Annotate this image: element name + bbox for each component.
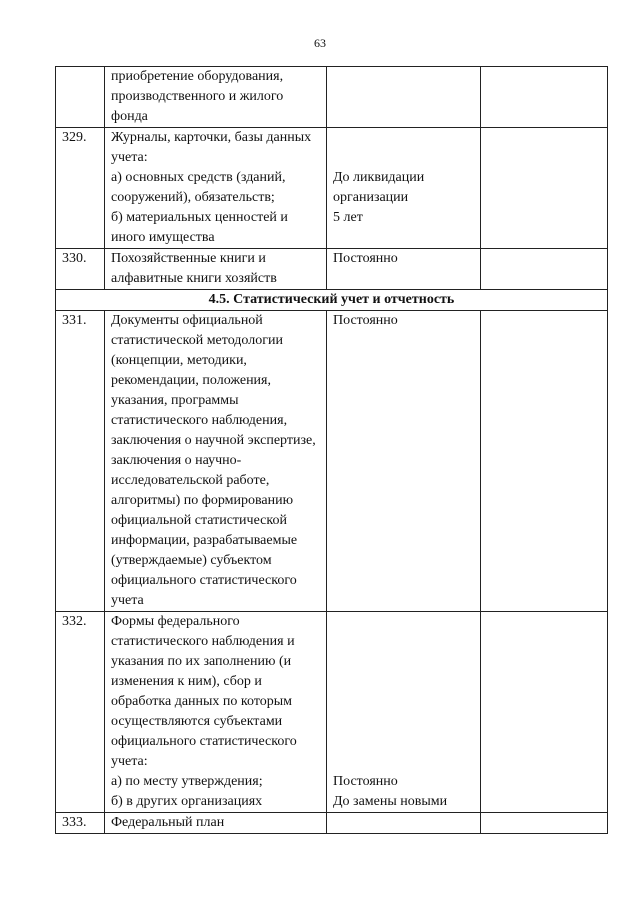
row-subtitle-a: а) основных средств (зданий, сооружений), обязательств; <box>111 170 286 205</box>
table-row <box>56 67 608 128</box>
row-term: Постоянно <box>327 311 481 612</box>
row-term-a: До ликвидации организации <box>333 170 425 205</box>
row-title: Похозяйственные книги и алфавитные книги хозяйств <box>105 249 327 290</box>
row-term-a: Постоянно <box>333 774 398 789</box>
row-number <box>56 67 105 128</box>
row-number: 333. <box>56 813 105 834</box>
section-title: 4.5. Статистический учет и отчетность <box>56 290 608 311</box>
table-row <box>56 813 608 834</box>
row-note <box>481 813 608 834</box>
table-row <box>56 128 608 249</box>
row-number: 331. <box>56 311 105 612</box>
row-subtitle-b: б) материальных ценностей и иного имущества <box>111 210 288 245</box>
retention-table <box>55 66 608 834</box>
section-row <box>56 290 608 311</box>
row-note <box>481 612 608 813</box>
row-note <box>481 249 608 290</box>
row-term-b: До замены новыми <box>333 794 448 809</box>
row-note <box>481 311 608 612</box>
row-term-b: 5 лет <box>333 210 363 225</box>
row-number: 332. <box>56 612 105 813</box>
row-note <box>481 67 608 128</box>
table-row <box>56 249 608 290</box>
row-title: приобретение оборудования, производственного и жилого фонда <box>105 67 327 128</box>
row-subtitle-a: а) по месту утверждения; <box>111 774 263 789</box>
row-term: Постоянно <box>327 249 481 290</box>
row-number: 330. <box>56 249 105 290</box>
row-term-cell <box>327 128 481 249</box>
table-row <box>56 311 608 612</box>
row-term <box>327 813 481 834</box>
row-term-main <box>333 128 474 168</box>
row-title-cell <box>105 128 327 249</box>
row-title: Документы официальной статистической методологии (концепции, методики, рекомендации, положения, указания, программы статистического наблюдения, заключения о научной экспертизе, заключения о научно-исследовательской работе, алгоритмы) по формированию официальной статистической информации, разрабатываемые (утверждаемые) субъектом официального статистического учета <box>105 311 327 612</box>
item-number: 329. <box>62 130 87 145</box>
row-term-cell <box>327 612 481 813</box>
row-title: Журналы, карточки, базы данных учета: <box>111 130 312 165</box>
row-title: Формы федерального статистического наблюдения и указания по их заполнению (и изменения к ним), сбор и обработка данных по которым осуществляются субъектами официального статистического учета: <box>111 614 297 769</box>
row-subtitle-b: б) в других организациях <box>111 794 263 809</box>
row-number <box>56 128 105 249</box>
row-title: Федеральный план <box>105 813 327 834</box>
page-number: 63 <box>314 36 326 50</box>
table-row <box>56 612 608 813</box>
row-note <box>481 128 608 249</box>
row-term <box>327 67 481 128</box>
row-title-cell <box>105 612 327 813</box>
